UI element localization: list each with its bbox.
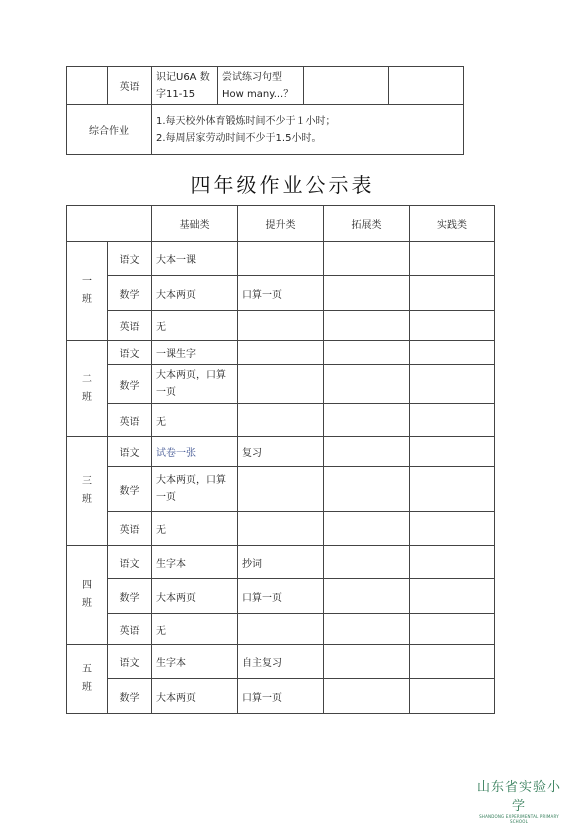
advanced-cell [238, 242, 324, 276]
comprehensive-line-2: 2.每周居家劳动时间不少于1.5小时。 [156, 132, 322, 144]
extension-cell [324, 437, 410, 467]
class-name-char: 三 [82, 476, 92, 487]
subject-cell: 数学 [108, 679, 152, 714]
class-name-char: 四 [82, 580, 92, 591]
advanced-cell: 自主复习 [238, 645, 324, 679]
class-name-cell [67, 437, 108, 546]
subject-cell: 数学 [108, 365, 152, 404]
advanced-cell: 口算一页 [238, 679, 324, 714]
advanced-cell [238, 467, 324, 512]
class-name-char: 一 [82, 276, 92, 287]
advanced-cell: 尝试练习句型How many...？ [218, 67, 304, 105]
comprehensive-content [152, 105, 464, 155]
table-row [67, 579, 495, 614]
practice-cell [410, 579, 495, 614]
subject-cell: 数学 [108, 276, 152, 311]
extension-cell [324, 404, 410, 437]
practice-cell [410, 645, 495, 679]
subject-cell: 语文 [108, 242, 152, 276]
basic-cell: 大本两页 [152, 679, 238, 714]
subject-cell: 英语 [108, 404, 152, 437]
practice-cell [410, 467, 495, 512]
advanced-cell [238, 614, 324, 645]
extension-cell [324, 614, 410, 645]
practice-cell [410, 311, 495, 341]
empty-cell [67, 67, 108, 105]
header-empty [67, 206, 152, 242]
header-practice: 实践类 [410, 206, 495, 242]
class-name-cell [67, 341, 108, 437]
class-name-char: 二 [82, 373, 92, 385]
table-row [67, 679, 495, 714]
subject-cell: 数学 [108, 467, 152, 512]
basic-cell: 大本两页，口算一页 [152, 365, 238, 404]
table-row [67, 512, 495, 546]
header-advanced: 提升类 [238, 206, 324, 242]
top-homework-table [66, 66, 464, 155]
basic-cell: 大本两页，口算一页 [152, 467, 238, 512]
extension-cell [324, 467, 410, 512]
basic-cell: 无 [152, 614, 238, 645]
table-row [67, 365, 495, 404]
subject-cell: 数学 [108, 579, 152, 614]
advanced-cell: 复习 [238, 437, 324, 467]
class-name-char: 班 [82, 294, 92, 305]
advanced-cell [238, 341, 324, 365]
extension-cell [324, 679, 410, 714]
subject-cell: 英语 [108, 512, 152, 546]
table-row [67, 242, 495, 276]
basic-cell: 生字本 [152, 546, 238, 579]
table-row [67, 276, 495, 311]
subject-cell: 语文 [108, 645, 152, 679]
advanced-cell [238, 311, 324, 341]
table-row [67, 546, 495, 579]
basic-cell: 无 [152, 512, 238, 546]
extension-cell [324, 242, 410, 276]
subject-cell: 英语 [108, 614, 152, 645]
english-row [67, 67, 464, 105]
subject-cell: 语文 [108, 546, 152, 579]
advanced-cell [238, 512, 324, 546]
extension-cell [324, 645, 410, 679]
practice-cell [410, 546, 495, 579]
extension-cell [324, 579, 410, 614]
extension-cell [324, 341, 410, 365]
class-name-cell [67, 546, 108, 645]
subject-cell: 语文 [108, 437, 152, 467]
practice-cell [410, 512, 495, 546]
basic-cell: 无 [152, 404, 238, 437]
extension-cell [324, 365, 410, 404]
advanced-cell [238, 365, 324, 404]
basic-cell: 大本两页 [152, 579, 238, 614]
class-name-char: 五 [82, 664, 92, 675]
class-name-cell [67, 645, 108, 714]
advanced-cell: 抄词 [238, 546, 324, 579]
practice-cell [410, 341, 495, 365]
page-title: 四年级作业公示表 [190, 173, 375, 197]
advanced-cell [238, 404, 324, 437]
basic-cell: 大本一课 [152, 242, 238, 276]
basic-cell: 试卷一张 [152, 437, 238, 467]
subject-cell: 英语 [108, 311, 152, 341]
basic-cell: 一课生字 [152, 341, 238, 365]
practice-cell [410, 437, 495, 467]
class-name-cell [67, 242, 108, 341]
basic-cell: 无 [152, 311, 238, 341]
table-row [67, 341, 495, 365]
advanced-cell: 口算一页 [238, 276, 324, 311]
subject-cell: 语文 [108, 341, 152, 365]
practice-cell [389, 67, 464, 105]
basic-cell: 生字本 [152, 645, 238, 679]
grade4-homework-table [66, 205, 495, 714]
table-row [67, 645, 495, 679]
header-extension: 拓展类 [324, 206, 410, 242]
extension-cell [304, 67, 389, 105]
school-logo [473, 776, 565, 824]
class-name-char: 班 [82, 682, 92, 693]
school-logo-cn: 山东省实验小学 [476, 780, 561, 814]
comprehensive-label: 综合作业 [67, 105, 152, 155]
table-row [67, 311, 495, 341]
advanced-cell: 口算一页 [238, 579, 324, 614]
table-row [67, 437, 495, 467]
table-row [67, 467, 495, 512]
comprehensive-row [67, 105, 464, 155]
basic-cell: 大本两页 [152, 276, 238, 311]
basic-cell: 识记U6A 数字11-15 [152, 67, 218, 105]
practice-cell [410, 614, 495, 645]
school-logo-en: SHANDONG EXPERIMENTAL PRIMARY SCHOOL [479, 814, 559, 824]
practice-cell [410, 365, 495, 404]
practice-cell [410, 242, 495, 276]
extension-cell [324, 311, 410, 341]
extension-cell [324, 276, 410, 311]
class-name-char: 班 [82, 494, 92, 505]
extension-cell [324, 512, 410, 546]
table-row [67, 404, 495, 437]
class-name-char: 班 [82, 598, 92, 609]
header-basic: 基础类 [152, 206, 238, 242]
class-name-char: 班 [82, 391, 92, 403]
extension-cell [324, 546, 410, 579]
header-row [67, 206, 495, 242]
practice-cell [410, 276, 495, 311]
comprehensive-line-1: 1.每天校外体育锻炼时间不少于１小时； [156, 115, 336, 127]
practice-cell [410, 679, 495, 714]
subject-cell: 英语 [108, 67, 152, 105]
table-row [67, 614, 495, 645]
practice-cell [410, 404, 495, 437]
